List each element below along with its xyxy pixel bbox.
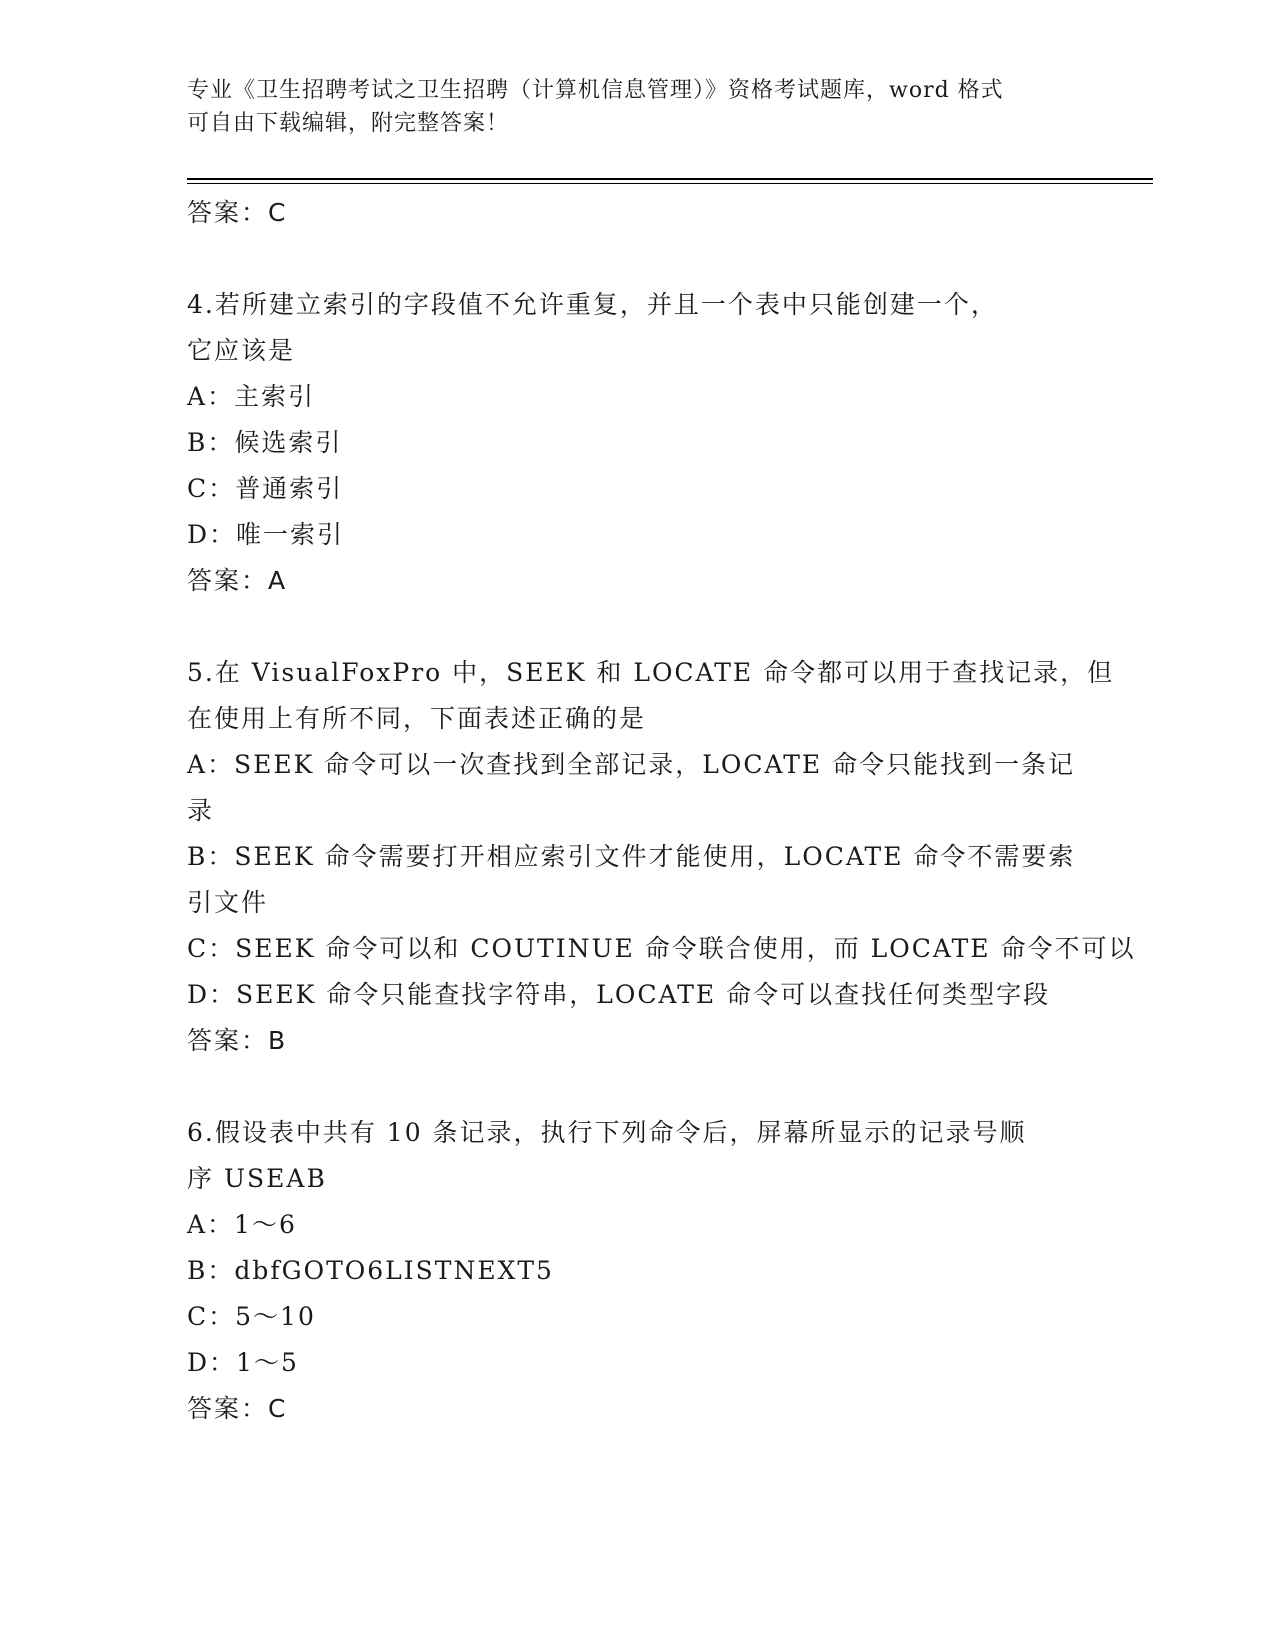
answer: 答案：B <box>187 1026 288 1055</box>
question-stem-line: 它应该是 <box>187 336 296 365</box>
header-line-1: 专业《卫生招聘考试之卫生招聘（计算机信息管理）》资格考试题库，word 格式 <box>187 78 1004 103</box>
answer: 答案：A <box>187 566 288 595</box>
question-4 <box>187 282 1087 604</box>
option-b: B：候选索引 <box>187 428 343 457</box>
answer: 答案：C <box>187 1394 288 1423</box>
option-b: B：SEEK 命令需要打开相应索引文件才能使用，LOCATE 命令不需要索 <box>187 842 1076 871</box>
option-c: C：普通索引 <box>187 474 344 503</box>
header-line-2: 可自由下载编辑，附完整答案！ <box>187 111 510 136</box>
option-d: D：唯一索引 <box>187 520 345 549</box>
question-stem-line: 序 USEAB <box>187 1164 327 1193</box>
option-a-continued: 录 <box>187 796 215 825</box>
option-d: D：SEEK 命令只能查找字符串，LOCATE 命令可以查找任何类型字段 <box>187 980 1051 1009</box>
option-b-continued: 引文件 <box>187 888 269 917</box>
option-d: D：1～5 <box>187 1348 299 1377</box>
option-a: A：1～6 <box>187 1210 297 1239</box>
previous-answer: 答案：C <box>187 198 288 227</box>
option-a: A：SEEK 命令可以一次查找到全部记录，LOCATE 命令只能找到一条记 <box>187 750 1076 779</box>
option-a: A：主索引 <box>187 382 316 411</box>
question-6 <box>187 1110 1087 1432</box>
question-list <box>187 190 1136 1432</box>
question-stem-line: 6.假设表中共有 10 条记录，执行下列命令后，屏幕所显示的记录号顺 <box>187 1118 1027 1147</box>
question-5 <box>187 650 1136 1064</box>
question-stem-line: 4.若所建立索引的字段值不允许重复，并且一个表中只能创建一个， <box>187 290 998 319</box>
option-c: C：5～10 <box>187 1302 316 1331</box>
question-stem-line: 在使用上有所不同，下面表述正确的是 <box>187 704 647 733</box>
option-c: C：SEEK 命令可以和 COUTINUE 命令联合使用，而 LOCATE 命令不可以 <box>187 934 1136 963</box>
option-b: B：dbfGOTO6LISTNEXT5 <box>187 1256 554 1285</box>
header-rule-thick <box>187 178 1153 180</box>
header-rule-thin <box>187 183 1153 184</box>
question-stem-line: 5.在 VisualFoxPro 中，SEEK 和 LOCATE 命令都可以用于查找记录，但 <box>187 658 1115 687</box>
document-header <box>187 74 1087 140</box>
